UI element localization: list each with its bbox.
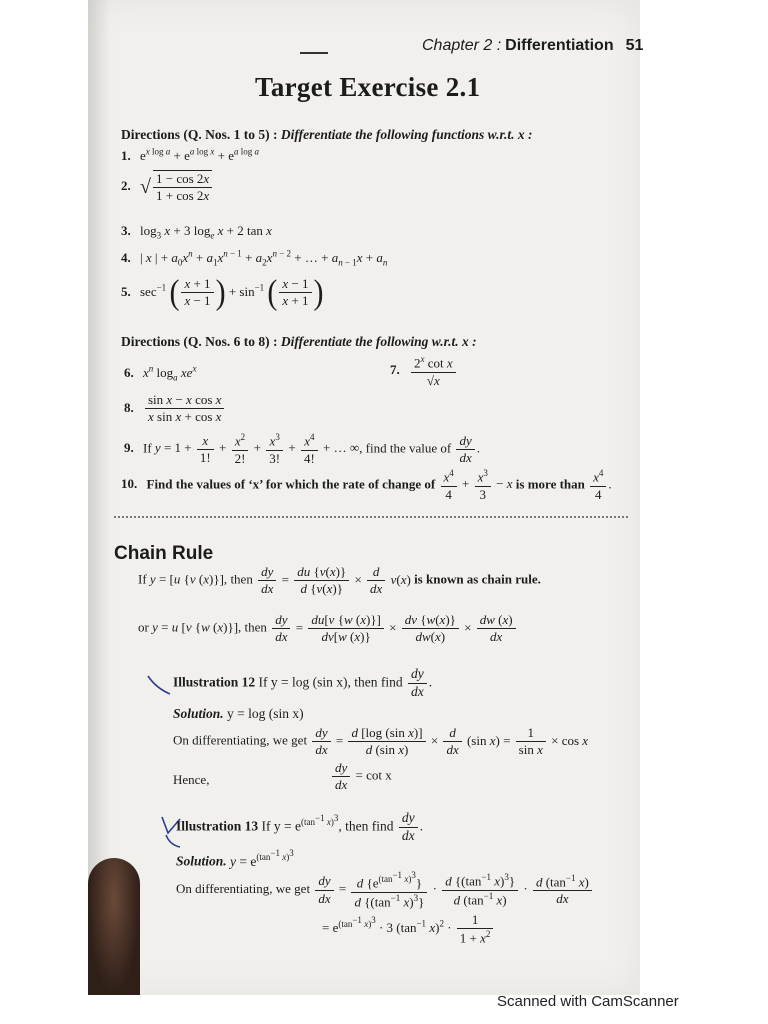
scanner-watermark: Scanned with CamScanner	[497, 993, 679, 1010]
thumb-in-frame	[88, 858, 140, 995]
illustration-13-final-expression: = $e^{(tan^{-1} x)^3} \cdot 3$ ($\tan^{-1}$ x)$^2$ · $\frac{1}{1 + x^2}$	[322, 920, 495, 935]
question-10: 10. Find the values of ‘x’ for which the rate of change of $\frac{x^4}{4}$ + $\frac{x^3}{3}$ − x is more than $\frac{x^4}{4}$ .	[121, 468, 612, 502]
question-1	[121, 147, 259, 164]
question-number: 2.	[121, 178, 131, 194]
question-9-expression: y = 1 + $\frac{x}{1!}$ + $\frac{x^2}{2!}$ + $\frac{x^3}{3!}$ + $\frac{x^4}{4!}$ + … ∞	[154, 432, 360, 466]
chain-rule-tail: is known as chain rule.	[414, 571, 541, 587]
result-derivative: $\frac{dy}{dx}$	[332, 760, 350, 794]
illustration-13-step	[176, 870, 594, 910]
question-5	[121, 273, 324, 312]
question-3	[121, 223, 272, 241]
question-9-lead: If	[143, 440, 152, 456]
question-10-expression: $\frac{x^4}{4}$ + $\frac{x^3}{3}$ − x	[439, 476, 513, 491]
decorative-dash	[300, 52, 328, 54]
illustration-13-final	[322, 912, 495, 947]
question-number: 4.	[121, 250, 131, 266]
question-number: 6.	[124, 365, 134, 381]
illustration-12-step-expression: $\frac{dy}{dx}$ = $\frac{\text{d [log (sin x)]}}{\text{d (sin x)}}$ × $\frac{d}{dx}$ (sin x) = $\frac{1}{\text{sin x}}$ × cos x	[310, 733, 588, 748]
directions-1-label: Directions (Q. Nos. 1 to 5) :	[121, 127, 278, 142]
directions-2-text: Differentiate the following w.r.t. x :	[280, 334, 477, 349]
illustration-12-label: Illustration 12	[173, 674, 256, 690]
chain-rule-then-1: then	[230, 571, 253, 587]
illustration-13-solution	[176, 848, 294, 870]
question-2-expression: √	[140, 175, 151, 198]
directions-1-text: Differentiate the following functions w.r.t. x :	[280, 127, 533, 142]
directions-2-label: Directions (Q. Nos. 6 to 8) :	[121, 334, 278, 349]
pen-tick-mark-icon	[146, 674, 172, 696]
chain-rule-line-1	[138, 564, 541, 598]
solution-text: y = log (sin x)	[227, 706, 304, 721]
question-4-expression: | x | + $a_0x^n + a_1x^{n - 1} + a_2x^{n - 2}$ + … + $a_{n - 1}x + a_n$	[140, 249, 388, 268]
question-7-expression: $\frac{2^x \cot x}{√x}$	[411, 354, 456, 389]
question-9-tail: , find the value of	[359, 440, 452, 456]
illustration-13-solution-expression: $y = e^{(tan^{-1} x)^3}$	[230, 848, 294, 869]
diff-text: On differentiating, we get	[173, 732, 308, 748]
question-number: 9.	[124, 440, 134, 456]
question-number: 3.	[121, 223, 131, 238]
chain-rule-formula-1: $\frac{dy}{dx}$ = $\frac{du \{v(x)\}}{d \{v(x)\}}$ × $\frac{d}{dx}$ v(x)	[256, 572, 414, 587]
illustration-12-step	[173, 725, 588, 759]
illustration-12-derivative: $\frac{dy}{dx}$	[408, 666, 427, 701]
diff-text: On differentiating, we get	[176, 881, 311, 897]
directions-1	[121, 127, 533, 143]
question-8-expression: $\frac{\text{sin x − x cos x}}{\text{x sin x + cos x}}$	[145, 392, 224, 426]
question-number: 7.	[390, 362, 400, 378]
illustration-12: Illustration 12 If y = log (sin x), then find $\frac{dy}{dx}$ .	[173, 666, 433, 699]
illustration-13-derivative: $\frac{dy}{dx}$	[399, 810, 418, 845]
question-2	[121, 170, 214, 205]
chain-rule-line-2	[138, 612, 518, 646]
question-7	[390, 354, 458, 389]
section-divider	[114, 516, 628, 518]
question-9-derivative: $\frac{dy}{dx}$	[456, 433, 474, 467]
result-text: = cot x	[355, 767, 392, 783]
chain-rule-line-2-expression: y = u [v {w (x)}],	[152, 619, 245, 635]
question-number: 1.	[121, 148, 131, 164]
chain-rule-line-1-expression: If y = [u {v (x)}],	[138, 571, 231, 587]
question-6	[124, 364, 196, 383]
solution-label: Solution.	[173, 706, 224, 721]
question-10-text: Find the values of ‘x’ for which the rate of change of	[146, 476, 436, 492]
question-number: 8.	[124, 399, 134, 415]
chain-rule-or: or	[138, 619, 149, 635]
directions-2	[121, 334, 477, 350]
running-head	[422, 37, 643, 55]
question-9: 9. If y = 1 + $\frac{x}{1!}$ + $\frac{x^2}{2!}$ + $\frac{x^3}{3!}$ + $\frac{x^4}{4!}$ + … ∞, find the value of $\frac{dy}{dx}$ .	[124, 432, 480, 466]
chain-rule-heading: Chain Rule	[114, 543, 214, 564]
question-5-expression: $\sec^{-1}$ ( $\frac{x + 1}{x - 1}$ ) + $\sin^{-1}$ ( $\frac{x - 1}{x + 1}$ )	[140, 273, 324, 312]
exercise-title: Target Exercise 2.1	[255, 72, 481, 102]
chain-rule-formula-2: $\frac{dy}{dx}$ = $\frac{du[v \{w (x)\}]}{dv[w (x)\}}$ × $\frac{dv \{w(x)\}}{dw(x)}$ × $\frac{dw (x)}{dx}$	[270, 620, 517, 635]
question-1-expression: $e^{x log a} + e^{a log x} + e^{a log a}$	[140, 147, 260, 164]
question-10-mid: is more than	[515, 476, 585, 492]
illustration-13: Illustration 13 If $y = e^{(tan^{-1} x)^3}$, then find $\frac{dy}{dx}$ .	[176, 810, 423, 843]
page-binding-shadow	[88, 0, 110, 995]
question-number: 5.	[121, 283, 131, 299]
question-10-threshold: $\frac{x^4}{4}$	[590, 468, 606, 503]
illustration-12-hence	[173, 772, 209, 788]
question-number: 10.	[121, 476, 138, 492]
illustration-13-text-post: , then find	[338, 818, 394, 834]
illustration-13-label: Illustration 13	[176, 818, 259, 834]
question-2-fraction: $\frac{1 - \cos 2x}{1 + \cos 2x}$	[153, 170, 212, 205]
hence-text: Hence,	[173, 772, 210, 787]
chain-rule-then-2: then	[244, 619, 267, 635]
question-6-expression: $x^n$ $\log_a xe^x$	[143, 364, 197, 383]
illustration-12-result	[330, 760, 392, 794]
illustration-12-text: If y = log (sin x), then find	[258, 674, 403, 690]
question-3-expression: $\log_3 x + 3$ $\log_e x + 2$ tan x	[140, 223, 272, 241]
question-8	[124, 392, 226, 426]
question-4	[121, 249, 387, 268]
chapter-topic: Differentiation	[505, 37, 614, 54]
chapter-label: Chapter 2 :	[422, 37, 502, 54]
illustration-13-text-pre: If y = e	[261, 818, 301, 834]
page-number: 51	[625, 37, 644, 54]
illustration-12-solution	[173, 706, 304, 722]
illustration-13-exponent: (tan−1 x)3	[301, 812, 339, 827]
illustration-13-step-expression: $\frac{dy}{dx}$ = $\frac{d \{e^{(tan^{-1} x)^3}\}}{d \{(\tan^{-1} x)^3\}}$ · $\frac{d \{(\tan^{-1} x)^3\}}{d (\tan^{-1} x)}$ · $\frac{d (\tan^{-1} x)}{dx}$	[313, 881, 594, 896]
solution-label: Solution.	[176, 853, 227, 869]
